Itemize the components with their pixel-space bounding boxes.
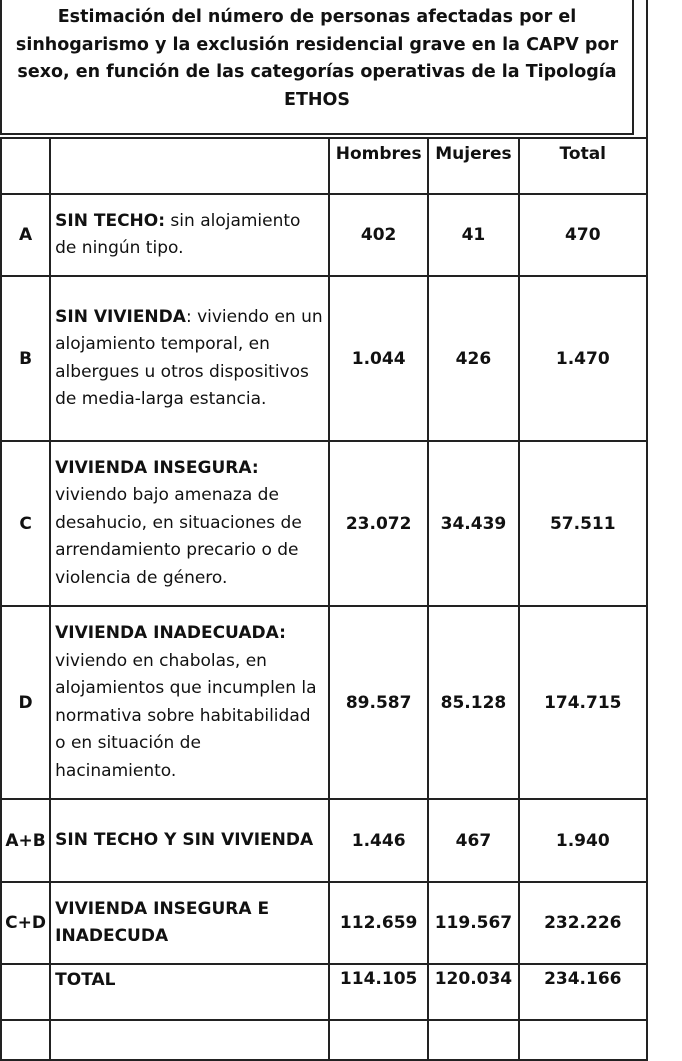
- header-total: Total: [519, 138, 647, 194]
- empty-cell: [329, 1020, 428, 1060]
- subtotal-row: [1, 882, 647, 964]
- trailing-row: [1, 1020, 647, 1060]
- mujeres-value: 119.567: [428, 882, 518, 964]
- header-mujeres: Mujeres: [428, 138, 518, 194]
- ethos-table: [0, 137, 648, 1061]
- row-code: C+D: [1, 882, 50, 964]
- hombres-value: 112.659: [329, 882, 428, 964]
- total-value: 1.940: [519, 799, 647, 882]
- empty-cell: [1, 1020, 50, 1060]
- total-value: 1.470: [519, 276, 647, 441]
- mujeres-value: 120.034: [428, 964, 518, 1020]
- row-code: A: [1, 194, 50, 276]
- row-code: C: [1, 441, 50, 606]
- header-desc-cell: [50, 138, 329, 194]
- total-value: 174.715: [519, 606, 647, 799]
- subtotal-row: [1, 799, 647, 882]
- empty-cell: [428, 1020, 518, 1060]
- total-row: [1, 964, 647, 1020]
- empty-cell: [519, 1020, 647, 1060]
- hombres-value: 1.044: [329, 276, 428, 441]
- row-text: sin alojamiento de ningún tipo.: [55, 210, 301, 258]
- header-code-cell: [1, 138, 50, 194]
- row-label: TOTAL: [50, 964, 329, 1020]
- table-row: [1, 606, 647, 799]
- row-code: B: [1, 276, 50, 441]
- total-value: 470: [519, 194, 647, 276]
- total-value: 234.166: [519, 964, 647, 1020]
- mujeres-value: 467: [428, 799, 518, 882]
- row-heading: VIVIENDA INSEGURA:: [55, 457, 259, 478]
- total-value: 57.511: [519, 441, 647, 606]
- header-hombres: Hombres: [329, 138, 428, 194]
- row-description: [50, 194, 329, 276]
- row-heading: SIN TECHO:: [55, 210, 166, 231]
- mujeres-value: 34.439: [428, 441, 518, 606]
- table-row: [1, 194, 647, 276]
- mujeres-value: 41: [428, 194, 518, 276]
- row-description: [50, 441, 329, 606]
- mujeres-value: 85.128: [428, 606, 518, 799]
- hombres-value: 1.446: [329, 799, 428, 882]
- row-label: SIN TECHO Y SIN VIVIENDA: [50, 799, 329, 882]
- row-text: viviendo en chabolas, en alojamientos que incumplen la normativa sobre habitabilidad o en situación de hacinamiento.: [55, 650, 317, 781]
- hombres-value: 402: [329, 194, 428, 276]
- header-row: [1, 138, 647, 194]
- row-heading: SIN VIVIENDA: [55, 306, 186, 327]
- table-title: Estimación del número de personas afectadas por el sinhogarismo y la exclusión residencial grave en la CAPV por sexo, en función de las categorías operativas de la Tipología ETHOS: [15, 7, 619, 110]
- empty-cell: [50, 1020, 329, 1060]
- mujeres-value: 426: [428, 276, 518, 441]
- table-row: [1, 276, 647, 441]
- table-title-box: [0, 0, 634, 135]
- row-code: A+B: [1, 799, 50, 882]
- row-heading: VIVIENDA INADECUADA:: [55, 623, 286, 643]
- hombres-value: 23.072: [329, 441, 428, 606]
- row-code: [1, 964, 50, 1020]
- row-text: viviendo bajo amenaza de desahucio, en situaciones de arrendamiento precario o de violencia de género.: [55, 485, 302, 588]
- row-description: [50, 276, 329, 441]
- hombres-value: 114.105: [329, 964, 428, 1020]
- row-description: [50, 606, 329, 799]
- hombres-value: 89.587: [329, 606, 428, 799]
- row-label: VIVIENDA INSEGURA E INADECUDA: [50, 882, 329, 964]
- row-code: D: [1, 606, 50, 799]
- total-value: 232.226: [519, 882, 647, 964]
- table-row: [1, 441, 647, 606]
- row-text: : viviendo en un alojamiento temporal, en albergues u otros dispositivos de media-larga estancia.: [55, 306, 323, 409]
